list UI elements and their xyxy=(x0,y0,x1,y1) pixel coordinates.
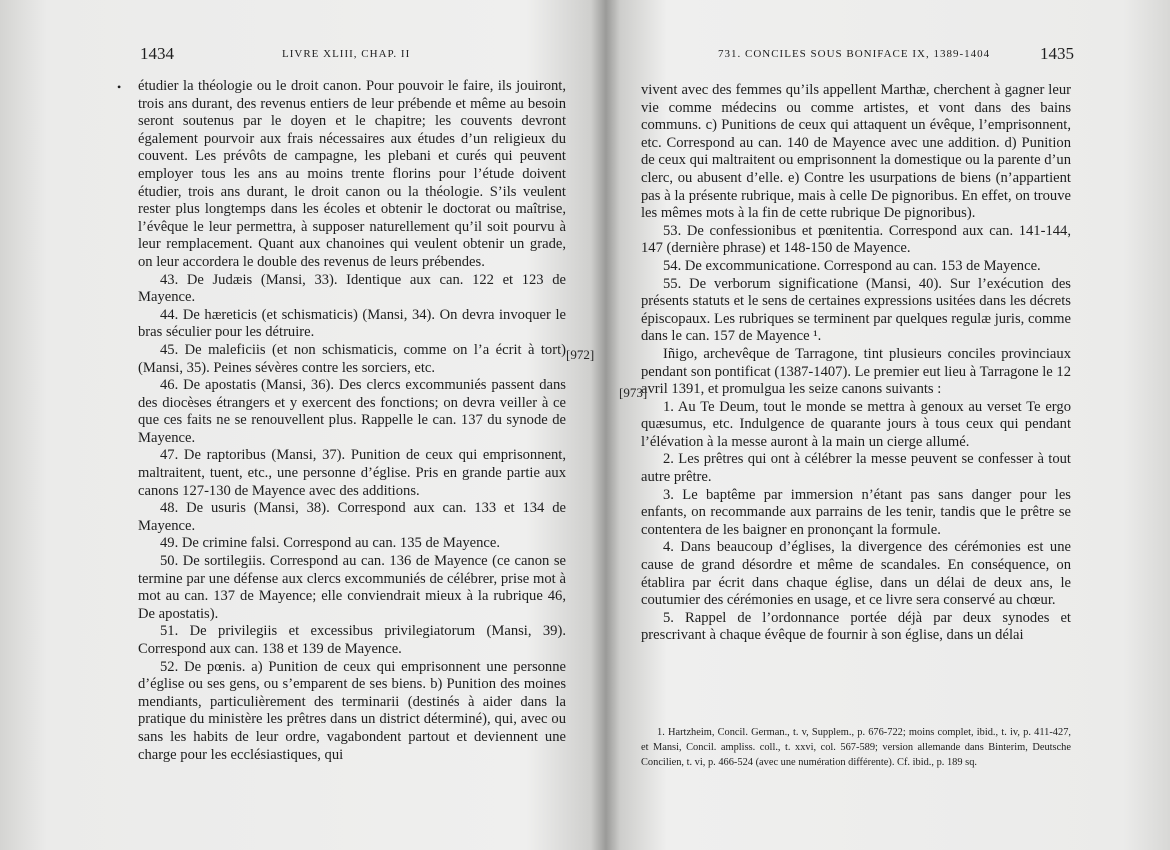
right-page xyxy=(610,0,1170,850)
paragraph: 5. Rappel de l’ordonnance portée déjà par deux synodes et prescrivant à chaque évêque de fournir à son église, dans un délai xyxy=(641,609,1071,644)
running-head: 731. CONCILES SOUS BONIFACE IX, 1389-1404 xyxy=(718,48,991,60)
page-number: 1434 xyxy=(140,44,174,63)
paragraph: 46. De apostatis (Mansi, 36). Des clercs excommuniés passent dans des diocèses étrangers et y exercent des fonctions; on devra veiller à ce que ces faits ne se renouvellent plus. Rappelle le can. 137 du synode de Mayence. xyxy=(138,377,566,446)
paragraph: Iñigo, archevêque de Tarragone, tint plusieurs conciles provinciaux pendant son pontificat (1387-1407). Le premier eut lieu à Tarragone le 12 avril 1391, et promulgua les seize canons suivants : xyxy=(641,345,1071,398)
paragraph: 52. De pœnis. a) Punition de ceux qui emprisonnent une personne d’église ou ses gens, ou s’emparent de ses biens. b) Punition des moines mendiants, particulièrement des terminarii (destinés à aider dans la pratique du ministère les prêtres dans un district déterminé), qui, avec ou sans les habits de leur ordre, vagabondent partout et deviennent une charge pour les ecclésiastiques, qui xyxy=(138,658,566,763)
margin-page-reference: [973] xyxy=(619,385,648,400)
paragraph: 49. De crimine falsi. Correspond au can. 135 de Mayence. xyxy=(160,535,501,552)
paragraph: 53. De confessionibus et pœnitentia. Correspond aux can. 141-144, 147 (dernière phrase) et 148-150 de Mayence. xyxy=(641,222,1071,257)
footnote-text: 1. Hartzheim, Concil. German., t. v, Supplem., p. 676-722; moins complet, ibid., t. iv, p. 411-427, et Mansi, Concil. ampliss. coll., t. xxvi, col. 567-589; version allemande dans Binterim, Deutsche Concilien, t. vi, p. 466-524 (avec une numération différente). Cf. ibid., p. 189 sq. xyxy=(641,727,1071,768)
paragraph: 55. De verborum significatione (Mansi, 40). Sur l’exécution des présents statuts et le sens de certaines expressions usitées dans les décrets épiscopaux. Les rubriques se terminent par quelques regulæ juris, comme dans le can. 157 de Mayence ¹. xyxy=(641,275,1071,345)
paragraph: 3. Le baptême par immersion n’étant pas sans danger pour les enfants, on recommande aux parrains de les tenir, tandis que le prêtre se contentera de les baigner en prononçant la formule. xyxy=(641,486,1071,538)
page-number: 1435 xyxy=(1040,44,1074,63)
print-speck: • xyxy=(117,80,122,94)
paragraph: 48. De usuris (Mansi, 38). Correspond aux can. 133 et 134 de Mayence. xyxy=(138,500,566,534)
paragraph: étudier la théologie ou le droit canon. Pour pouvoir le faire, ils jouiront, trois ans durant, des revenus entiers de leur prébende et même au besoin seront soutenus par le doyen et le chapitre; les couvents devront également pourvoir aux frais nécessaires aux études d’un religieux du couvent. Les prévôts de campagne, les plebani et curés qui peuvent employer tous les ans au moins trente florins pour l’étude doivent étudier, trois ans durant, le droit canon ou la théologie. S’ils veulent rester plus longtemps dans les écoles et obtenir le doctorat ou maîtrise, l’évêque le leur permettra, à supposer naturellement qu’il soit pourvu à leur remplacement. Quant aux chanoines qui veulent obtenir un grade, on leur accordera le double des revenus de leurs prébendes. xyxy=(138,78,566,270)
paragraph: 50. De sortilegiis. Correspond au can. 136 de Mayence (ce canon se termine par une défense aux clercs excommuniés de célébrer, prise mot à mot au can. 137 de Mayence; elle conviendrait mieux à la rubrique 46, De apostatis). xyxy=(138,553,566,622)
margin-page-reference: [972] xyxy=(566,347,595,362)
paragraph: 44. De hæreticis (et schismaticis) (Mansi, 34). On devra invoquer le bras séculier pour les détruire. xyxy=(138,306,566,341)
paragraph: 51. De privilegiis et excessibus privilegiatorum (Mansi, 39). Correspond aux can. 138 et 139 de Mayence. xyxy=(138,623,566,657)
paragraph: 45. De maleficiis (et non schismaticis, comme on l’a écrit à tort) (Mansi, 35). Peines sévères contre les sorciers, etc. xyxy=(138,341,566,376)
paragraph: 1. Au Te Deum, tout le monde se mettra à genoux au verset Te ergo quæsumus, etc. Indulgence de quarante jours à tous ceux qui pendant l’élévation à la messe auront à la main un cierge allumé. xyxy=(641,398,1071,450)
body-text xyxy=(641,82,1071,645)
paragraph: 54. De excommunicatione. Correspond au can. 153 de Mayence. xyxy=(663,257,1041,274)
paragraph: 47. De raptoribus (Mansi, 37). Punition de ceux qui emprisonnent, maltraitent, tuent, etc., une personne d’église. Pris en grande partie aux canons 127-130 de Mayence avec des additions. xyxy=(138,447,566,499)
running-head: LIVRE XLIII, CHAP. II xyxy=(282,48,411,60)
paragraph: 43. De Judæis (Mansi, 33). Identique aux can. 122 et 123 de Mayence. xyxy=(138,271,566,306)
body-text xyxy=(138,78,566,764)
paragraph: 2. Les prêtres qui ont à célébrer la messe peuvent se confesser à tout autre prêtre. xyxy=(641,451,1071,486)
paragraph: vivent avec des femmes qu’ils appellent Marthæ, cherchent à gagner leur vie comme médecins ou comme artistes, et vont dans des bains communs. c) Punitions de ceux qui attaquent un évêque, l’emprisonnent, etc. Correspond au can. 140 de Mayence avec une addition. d) Punition de ceux qui maltraitent ou emprisonnent la domestique ou la parente d’un clerc, ou abusent d’elle. e) Contre les usurpations de biens (n’appartient pas à la présente rubrique, mais à celle De pignoribus. En effet, on trouve les mêmes mots à la fin de cette rubrique De pignoribus). xyxy=(641,82,1071,222)
footnote xyxy=(641,725,1071,770)
paragraph: 4. Dans beaucoup d’églises, la divergence des cérémonies est une cause de grand désordre et même de scandales. En conséquence, on établira par écrit dans chaque église, dans un délai de deux ans, le coutumier des cérémonies en usage, et ce livre sera conservé au chœur. xyxy=(641,539,1071,609)
